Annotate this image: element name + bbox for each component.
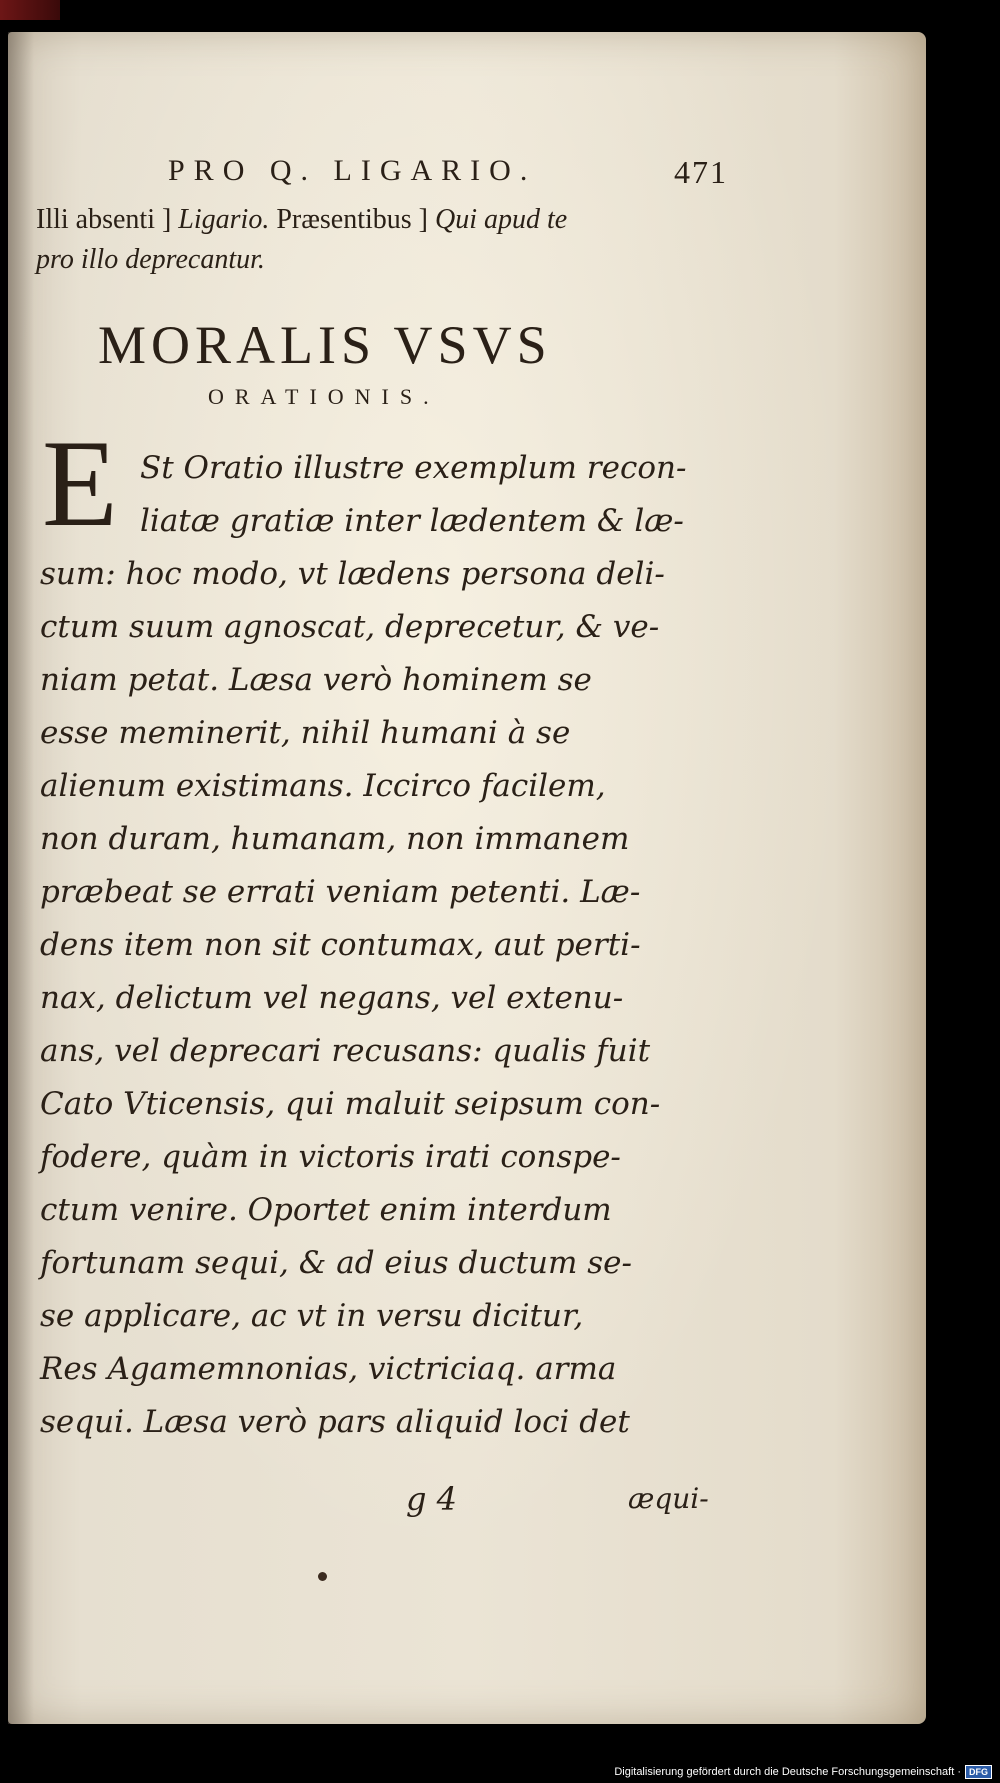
text-line: fortunam sequi, & ad eius ductum se- [40,1245,632,1281]
text-line: Res Agamemnonias, victriciaq. arma [40,1351,617,1387]
text-line: se applicare, ac vt in versu dicitur, [40,1298,584,1334]
section-subtitle: ORATIONIS. [208,384,440,409]
text-line: sequi. Læsa verò pars aliquid loci det [40,1404,630,1440]
body-text [40,442,740,1449]
page-number: 471 [674,154,728,190]
book-page [8,32,926,1724]
drop-cap: E [42,415,118,552]
section-title: MORALIS VSVS [98,315,552,375]
ink-speck [318,1572,327,1581]
credit-text: Digitalisierung gefördert durch die Deutsche Forschungsgemeinschaft · [614,1766,961,1778]
text-line: præbeat se errati veniam petenti. Læ- [40,874,641,910]
gloss-part-3: Præsentibus ] [269,204,436,235]
text-line: non duram, humanam, non immanem [40,821,630,857]
dfg-logo-icon: DFG [965,1765,992,1779]
gloss-line-2: pro illo deprecantur. [36,244,265,275]
signature-mark: g 4 [406,1480,458,1518]
text-line: Cato Vticensis, qui maluit seipsum con- [40,1086,661,1122]
text-line: ans, vel deprecari recusans: qualis fuit [40,1033,651,1069]
gloss-part-2: Ligario. [178,204,270,235]
text-line: ctum suum agnoscat, deprecetur, & ve- [40,609,660,645]
running-head-title: PRO Q. LIGARIO. [168,154,537,187]
text-line: alienum existimans. Iccirco facilem, [40,768,606,804]
text-line: niam petat. Læsa verò hominem se [40,662,592,698]
text-line: St Oratio illustre exemplum recon- [140,450,687,486]
text-line: ctum venire. Oportet enim interdum [40,1192,612,1228]
gloss-line-1 [36,200,726,240]
gloss-part-1: Illi absenti ] [36,204,179,235]
running-head [168,154,728,188]
text-line: esse meminerit, nihil humani à se [40,715,571,751]
text-line: nax, delictum vel negans, vel extenu- [40,980,624,1016]
text-line: fodere, quàm in victoris irati conspe- [40,1139,621,1175]
text-line: liatæ gratiæ inter lædentem & læ- [140,503,684,539]
text-line: dens item non sit contumax, aut perti- [40,927,641,963]
gloss-part-4: Qui apud te [435,204,568,235]
catchword: æqui- [628,1482,709,1515]
text-line: sum: hoc modo, vt lædens persona deli- [40,556,665,592]
digitization-credit [614,1765,992,1779]
library-marker [0,0,60,20]
page-gutter-shadow [8,32,34,1724]
gloss-note [36,200,726,280]
